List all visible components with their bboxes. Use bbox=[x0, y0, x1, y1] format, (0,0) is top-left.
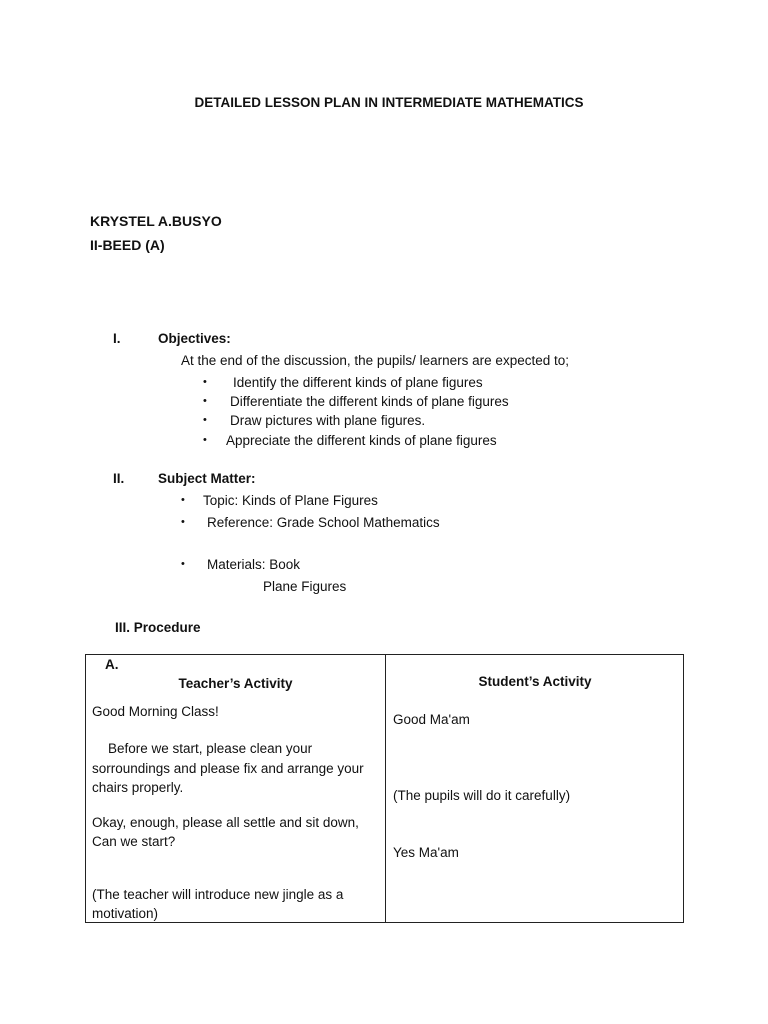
student-line: Yes Ma'am bbox=[393, 845, 459, 860]
student-activity-header: Student’s Activity bbox=[478, 674, 592, 689]
teacher-line: chairs properly. bbox=[92, 780, 184, 795]
bullet-icon: • bbox=[181, 558, 185, 570]
subject-reference: Reference: Grade School Mathematics bbox=[207, 515, 440, 530]
teacher-line: Okay, enough, please all settle and sit down, bbox=[92, 815, 359, 830]
teacher-line: Good Morning Class! bbox=[92, 704, 219, 719]
objective-item: Identify the different kinds of plane figures bbox=[233, 375, 483, 390]
section-label: A. bbox=[105, 657, 119, 672]
subject-matter-numeral: II. bbox=[113, 471, 125, 486]
document-title: DETAILED LESSON PLAN IN INTERMEDIATE MATHEMATICS bbox=[194, 95, 584, 110]
procedure-heading: Procedure bbox=[133, 620, 201, 635]
objective-item: Differentiate the different kinds of plane figures bbox=[230, 394, 509, 409]
procedure-table bbox=[85, 654, 684, 923]
objective-item: Appreciate the different kinds of plane figures bbox=[226, 433, 497, 448]
subject-materials-extra: Plane Figures bbox=[263, 579, 347, 594]
bullet-icon: • bbox=[203, 434, 207, 446]
objective-item: Draw pictures with plane figures. bbox=[230, 413, 426, 428]
subject-topic: Topic: Kinds of Plane Figures bbox=[203, 493, 378, 508]
bullet-icon: • bbox=[181, 516, 185, 528]
student-line: Good Ma'am bbox=[393, 712, 470, 727]
procedure-label bbox=[115, 620, 201, 635]
teacher-line: Can we start? bbox=[92, 834, 176, 849]
bullet-icon: • bbox=[203, 414, 207, 426]
student-line: (The pupils will do it carefully) bbox=[393, 788, 571, 803]
teacher-line: (The teacher will introduce new jingle as a bbox=[92, 887, 344, 902]
objectives-heading: Objectives: bbox=[158, 331, 231, 346]
procedure-numeral: III. bbox=[115, 620, 131, 635]
teacher-line: sorroundings and please fix and arrange your bbox=[92, 761, 364, 776]
objectives-numeral: I. bbox=[113, 331, 121, 346]
author-name: KRYSTEL A.BUSYO bbox=[90, 213, 222, 229]
teacher-activity-cell bbox=[86, 655, 386, 923]
teacher-line: motivation) bbox=[92, 906, 159, 921]
subject-materials: Materials: Book bbox=[207, 557, 301, 572]
teacher-activity-header: Teacher’s Activity bbox=[178, 676, 293, 691]
teacher-line: Before we start, please clean your bbox=[108, 741, 313, 756]
author-section: II-BEED (A) bbox=[90, 237, 165, 253]
student-activity-cell bbox=[386, 655, 684, 923]
bullet-icon: • bbox=[181, 494, 185, 506]
subject-matter-heading: Subject Matter: bbox=[158, 471, 256, 486]
bullet-icon: • bbox=[203, 376, 207, 388]
bullet-icon: • bbox=[203, 395, 207, 407]
objectives-intro: At the end of the discussion, the pupils/ learners are expected to; bbox=[181, 353, 569, 368]
